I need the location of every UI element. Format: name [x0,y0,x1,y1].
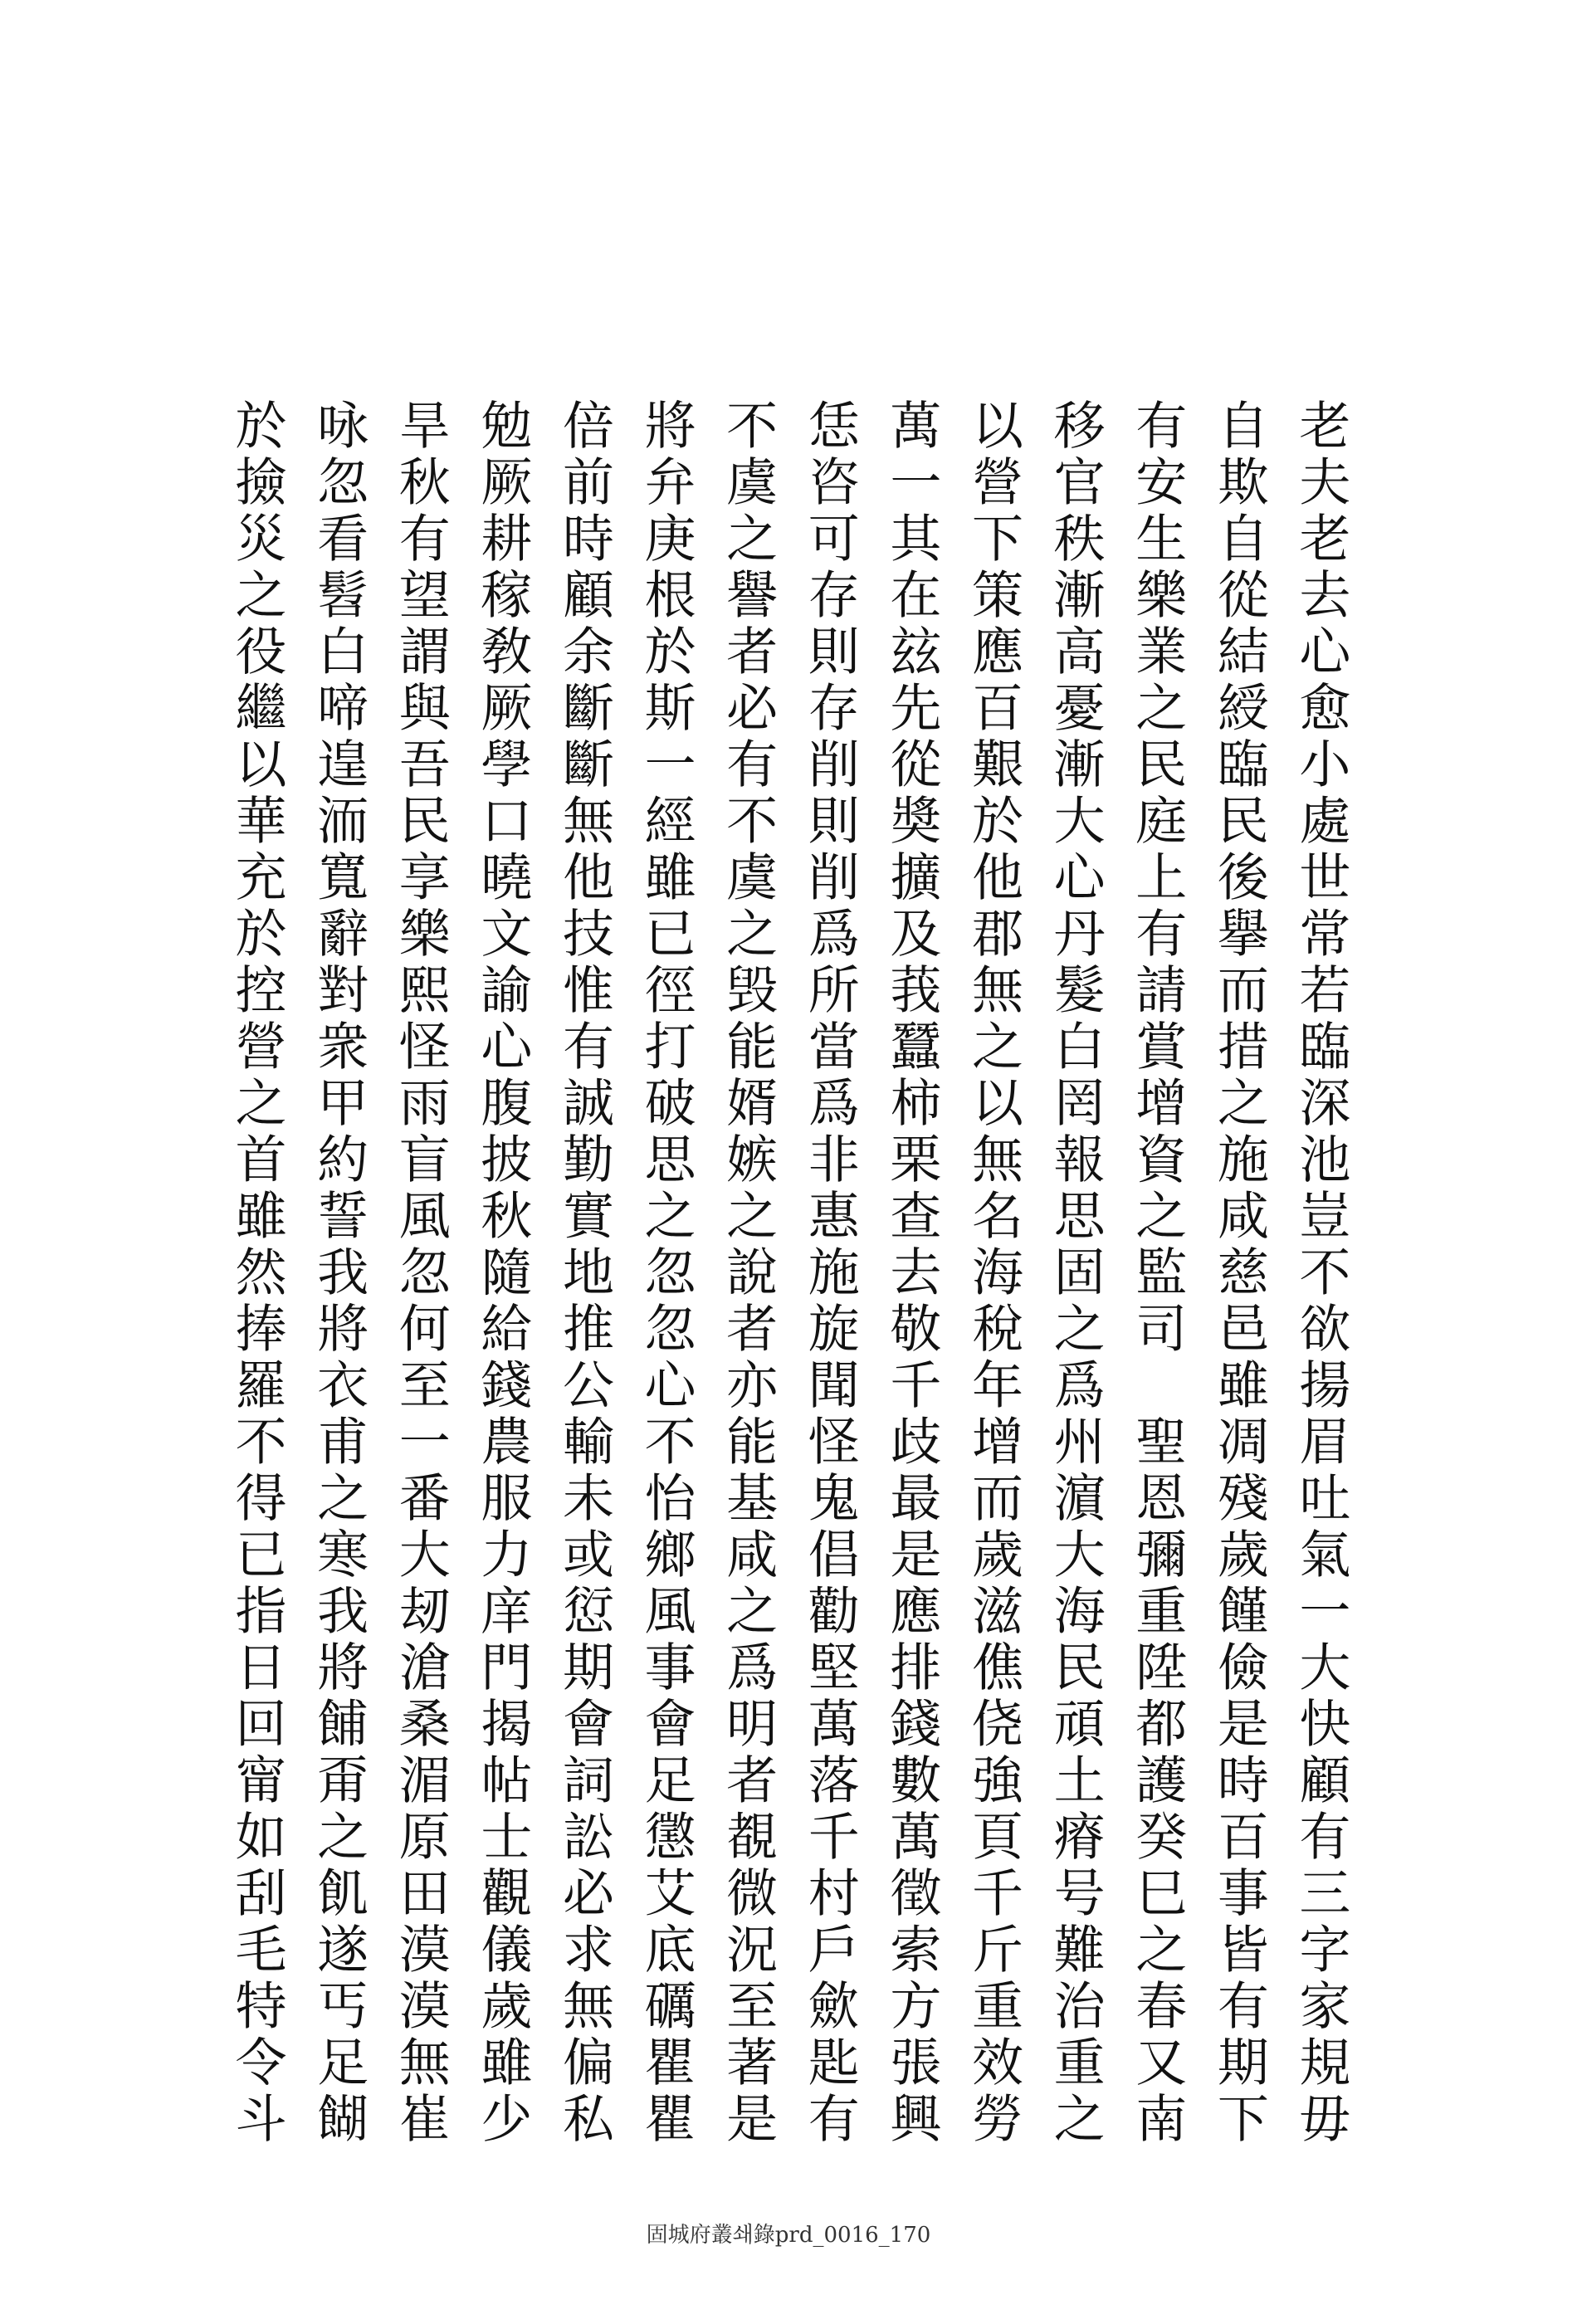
text-column-2: 自欺自從結綬臨民後擧而措之施咸慈邑雖凋殘歲饉儉是時百事皆有期下 [1208,398,1270,2148]
text-column-6: 萬一其在玆先從奬擴及莪蠶柿栗查去敬千歧最是應排錢數萬徵索方張興 [881,398,942,2148]
text-column-11: 勉厥耕稼敎厥學口曉文諭心腹披秋隨給錢農服力庠門揭帖士觀儀歲雖少 [471,398,533,2148]
text-column-7: 恁咨可存則存削則削爲所當爲非惠施旋聞怪鬼倡勸堅萬落千村戶歛匙有 [799,398,861,2148]
text-column-4: 移官秩漸高憂漸大心丹髮白罔報思固之爲州濵大海民頑土瘠号難治重之 [1045,398,1106,2148]
classical-text-block [224,398,1353,2148]
text-column-8: 不虞之譽者必有不虞之毁能婿嫉之說者亦能基咸之爲明者覩微況至著是 [717,398,779,2148]
text-column-1: 老夫老去心愈小處世常若臨深池豈不欲揚眉吐氣一大快顧有三字家規毋 [1290,398,1351,2148]
text-column-10: 倍前時顧余斷斷無他技惟有誠勤實地推公輸未或愆期會詞訟必求無偏私 [554,398,615,2148]
text-column-5: 以營下策應百艱於他郡無之以無名海稅年增而歲滋僬侥強頁千斤重效勞 [963,398,1024,2148]
text-column-12: 旱秋有望謂與吾民享樂熙怪雨盲風忽何至一番大刼滄桑湄原田漠漠無崔 [390,398,452,2148]
text-column-3: 有安生樂業之民庭上有請賞增資之監司 聖恩彌重陞都護癸巳之春又南 [1126,398,1188,2148]
text-column-9: 將弁庚根於斯一經雖已徑打破思之忽忽心不怡鄉風事會足懲艾底礪瞿瞿 [636,398,697,2148]
text-column-13: 咏忽看髫白啼遑洏寬辭對衆甲約誓我將衣甫之寒我將餔甭之飢遂丐足餬 [308,398,369,2148]
text-column-14: 於撿災之役繼以華充於控營之首雖然捧羅不得已指日回甯如刮毛特令斗 [227,398,287,2148]
page-caption: 固城府叢쇄錄prd_0016_170 [646,2223,931,2248]
